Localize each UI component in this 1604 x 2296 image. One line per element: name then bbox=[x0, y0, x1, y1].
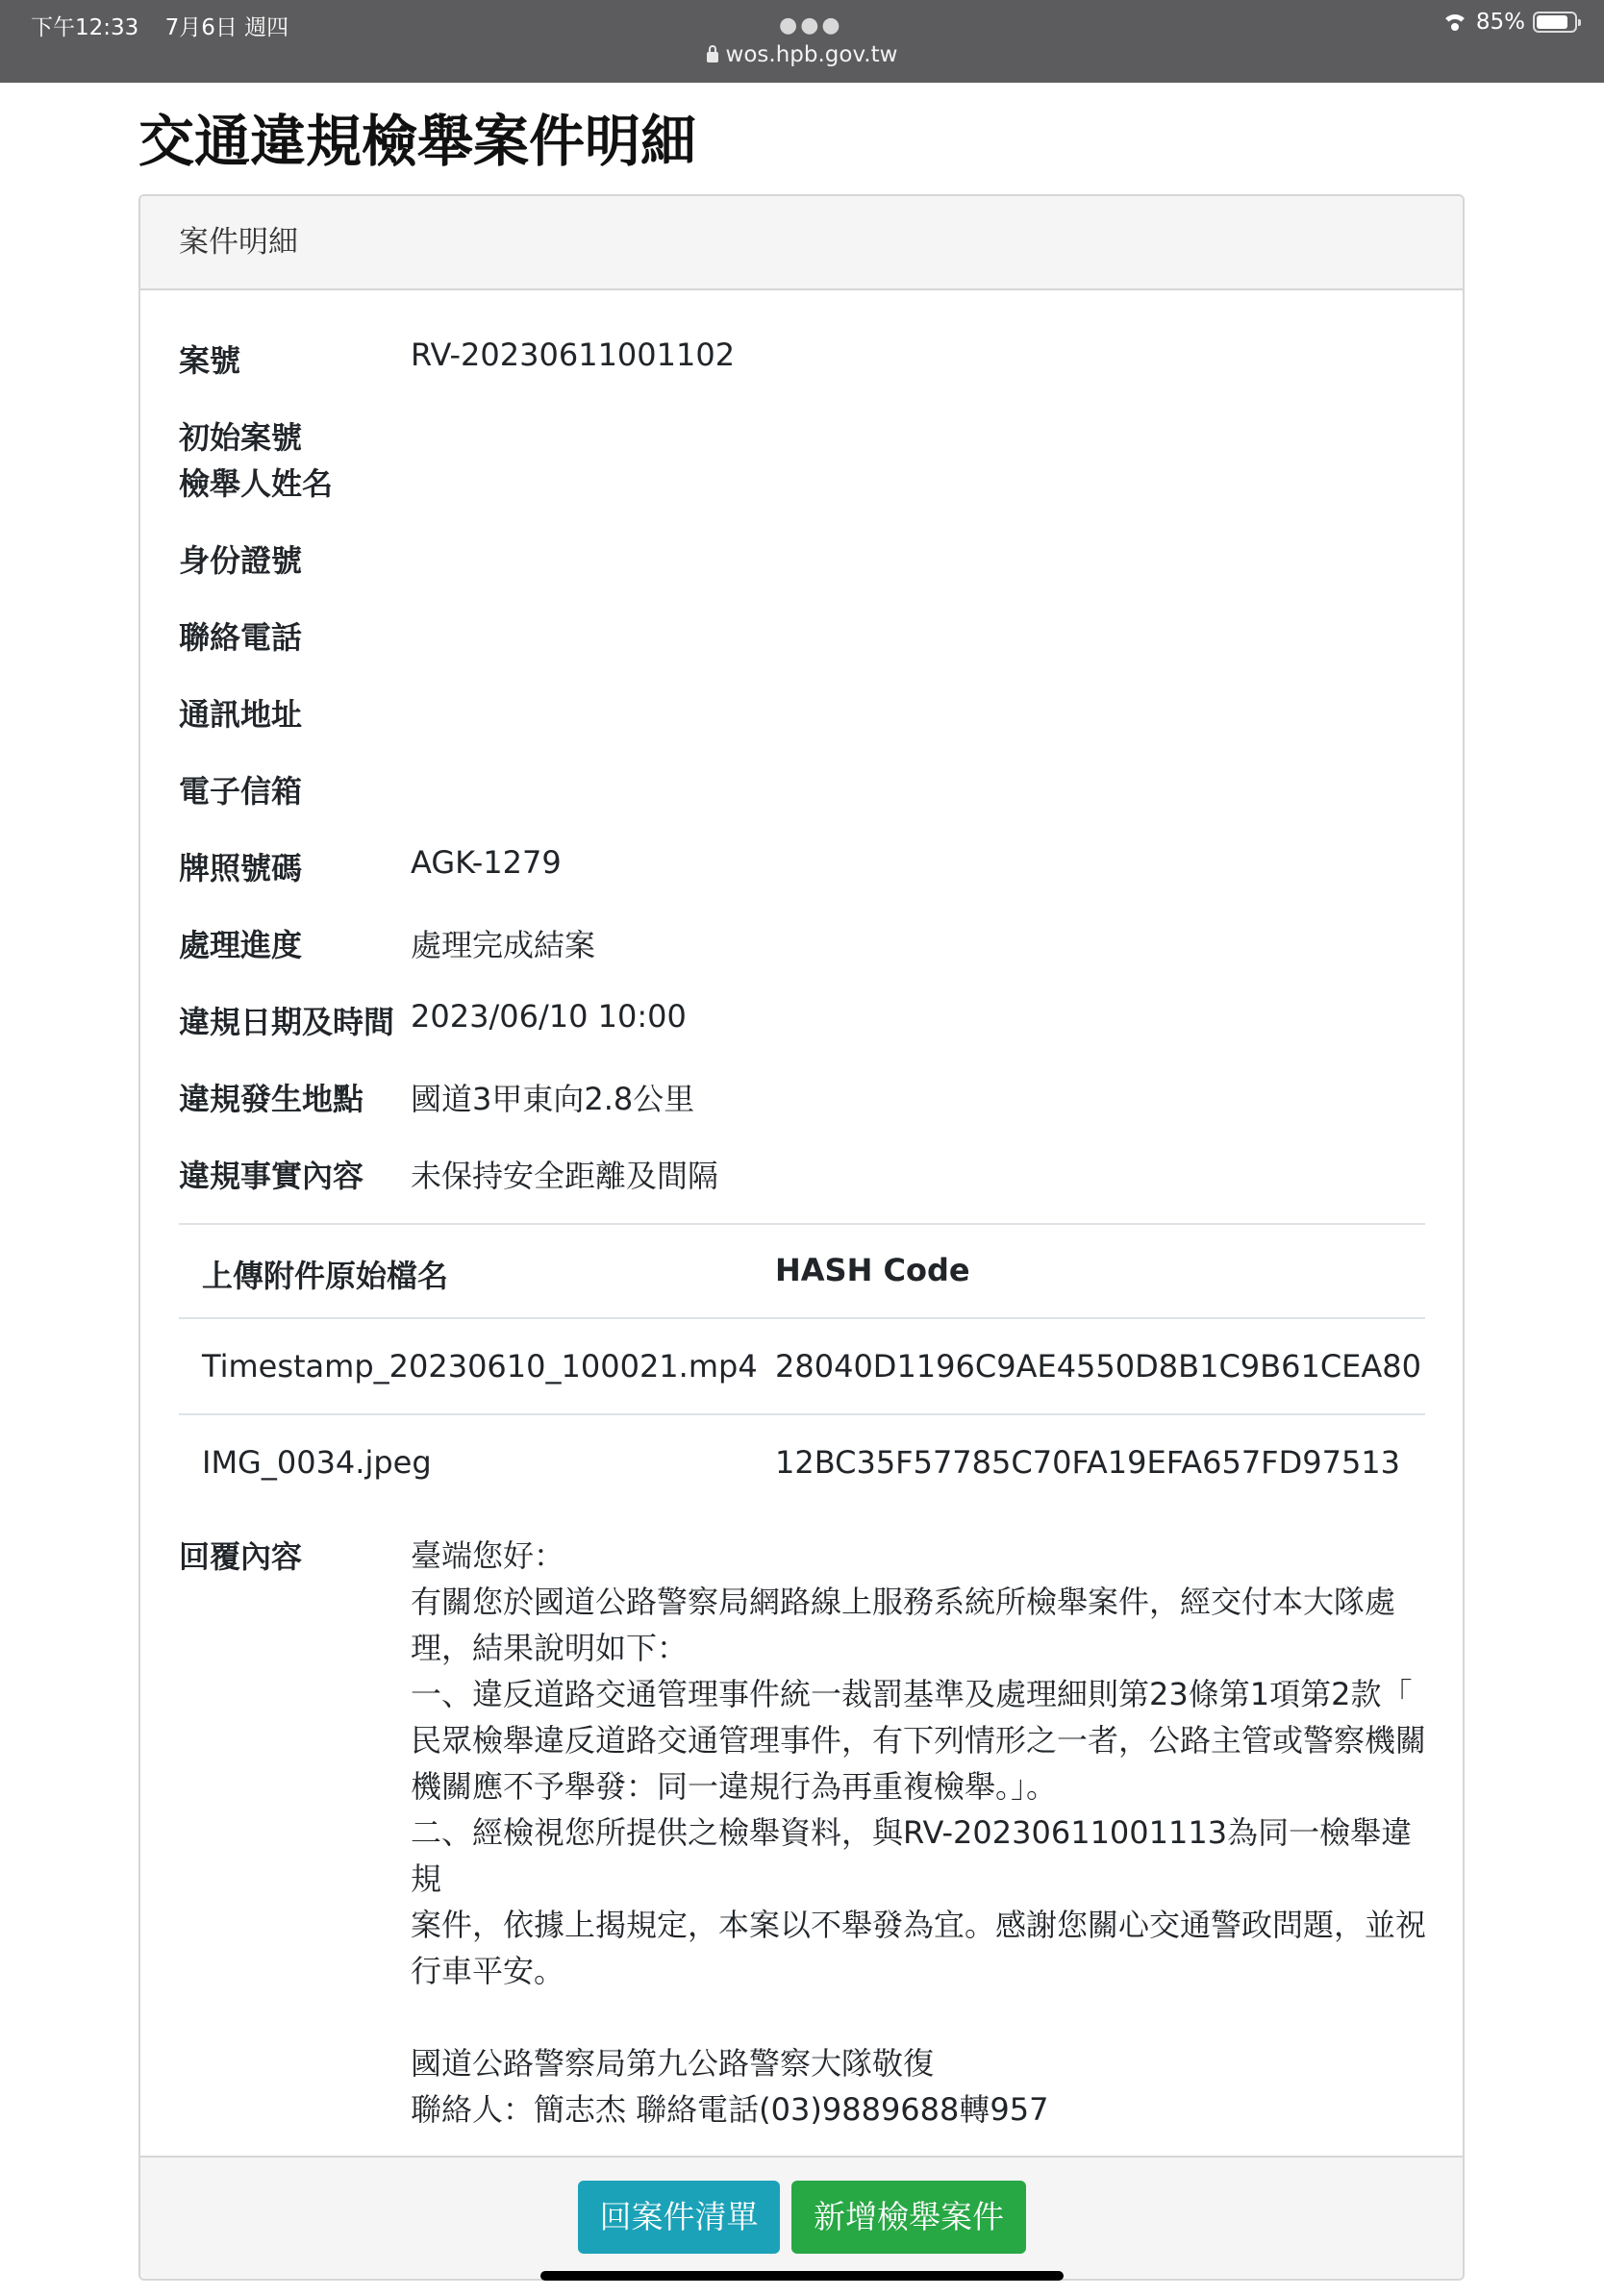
lock-icon bbox=[707, 52, 718, 62]
reply-line: 民眾檢舉違反道路交通管理事件，有下列情形之一者，公路主管或警察機關 bbox=[411, 1722, 1427, 1759]
home-indicator bbox=[540, 2271, 1064, 2281]
reply-line: 聯絡人：簡志杰 聯絡電話(03)9889688轉957 bbox=[411, 2091, 1049, 2128]
battery-percent: 85% bbox=[1475, 10, 1525, 35]
reply-content bbox=[411, 1533, 1430, 2133]
reply-line bbox=[411, 1994, 1430, 2040]
new-case-button[interactable]: 新增檢舉案件 bbox=[791, 2181, 1026, 2254]
url-text: wos.hpb.gov.tw bbox=[725, 42, 898, 67]
table-header bbox=[179, 1223, 1425, 1319]
reply-line: 有關您於國道公路警察局網路線上服務系統所檢舉案件，經交付本大隊處 bbox=[411, 1584, 1396, 1620]
card-footer bbox=[140, 2156, 1463, 2279]
reply-line: 行車平安。 bbox=[411, 1953, 565, 1989]
attachment-hash: 12BC35F57785C70FA19EFA657FD97513 bbox=[775, 1444, 1401, 1481]
column-header-hash: HASH Code bbox=[775, 1252, 970, 1288]
field-label: 違規發生地點 bbox=[179, 1081, 364, 1117]
field-label: 檢舉人姓名 bbox=[179, 465, 334, 502]
field-value: RV-20230611001102 bbox=[411, 337, 736, 373]
field-label: 電子信箱 bbox=[179, 773, 303, 810]
field-label: 聯絡電話 bbox=[179, 619, 303, 656]
field-value: 2023/06/10 10:00 bbox=[411, 998, 687, 1035]
field-label: 違規日期及時間 bbox=[179, 1004, 395, 1040]
field-label: 初始案號 bbox=[179, 419, 303, 456]
battery-icon bbox=[1533, 12, 1577, 33]
reply-line: 二、經檢視您所提供之檢舉資料，與RV-20230611001113為同一檢舉違規 bbox=[411, 1814, 1413, 1897]
status-time-date bbox=[31, 10, 308, 41]
back-to-list-button[interactable]: 回案件清單 bbox=[578, 2181, 780, 2254]
field-value: AGK-1279 bbox=[411, 844, 562, 881]
more-dots-icon[interactable]: ●●● bbox=[779, 13, 843, 37]
status-time: 下午12:33 bbox=[31, 15, 139, 40]
field-label: 案號 bbox=[179, 342, 241, 379]
field-label: 身份證號 bbox=[179, 542, 303, 579]
reply-line: 機關應不予舉發：同一違規行為再重複檢舉。」。 bbox=[411, 1768, 1058, 1805]
status-date: 7月6日 週四 bbox=[164, 15, 289, 40]
table-row bbox=[179, 1413, 1425, 1508]
battery-fill bbox=[1537, 15, 1567, 29]
reply-label: 回覆內容 bbox=[179, 1538, 303, 1575]
field-label: 牌照號碼 bbox=[179, 850, 303, 886]
field-value: 國道3甲東向2.8公里 bbox=[411, 1081, 695, 1117]
card-header: 案件明細 bbox=[140, 196, 1463, 290]
attachments-table bbox=[179, 1223, 1425, 1508]
case-detail-card bbox=[138, 194, 1465, 2281]
reply-line: 理，結果說明如下： bbox=[411, 1630, 689, 1666]
field-value: 處理完成結案 bbox=[411, 927, 596, 963]
address-bar[interactable] bbox=[0, 42, 1604, 67]
wifi-icon bbox=[1441, 12, 1468, 32]
attachment-filename: Timestamp_20230610_100021.mp4 bbox=[202, 1348, 758, 1385]
reply-line: 臺端您好： bbox=[411, 1537, 565, 1574]
reply-line: 一、違反道路交通管理事件統一裁罰基準及處理細則第23條第1項第2款「 bbox=[411, 1676, 1413, 1712]
table-row bbox=[179, 1319, 1425, 1413]
reply-line: 國道公路警察局第九公路警察大隊敬復 bbox=[411, 2045, 935, 2082]
attachment-filename: IMG_0034.jpeg bbox=[202, 1444, 432, 1481]
field-label: 通訊地址 bbox=[179, 696, 303, 733]
page-title: 交通違規檢舉案件明細 bbox=[138, 109, 697, 174]
attachment-hash: 28040D1196C9AE4550D8B1C9B61CEA80 bbox=[775, 1348, 1421, 1385]
column-header-filename: 上傳附件原始檔名 bbox=[202, 1258, 449, 1294]
field-label: 處理進度 bbox=[179, 927, 303, 963]
status-indicators bbox=[1441, 10, 1577, 35]
field-label: 違規事實內容 bbox=[179, 1158, 364, 1194]
reply-line: 案件，依據上揭規定，本案以不舉發為宜。感謝您關心交通警政問題，並祝 bbox=[411, 1907, 1427, 1943]
field-value: 未保持安全距離及間隔 bbox=[411, 1158, 719, 1194]
status-bar bbox=[0, 0, 1604, 83]
